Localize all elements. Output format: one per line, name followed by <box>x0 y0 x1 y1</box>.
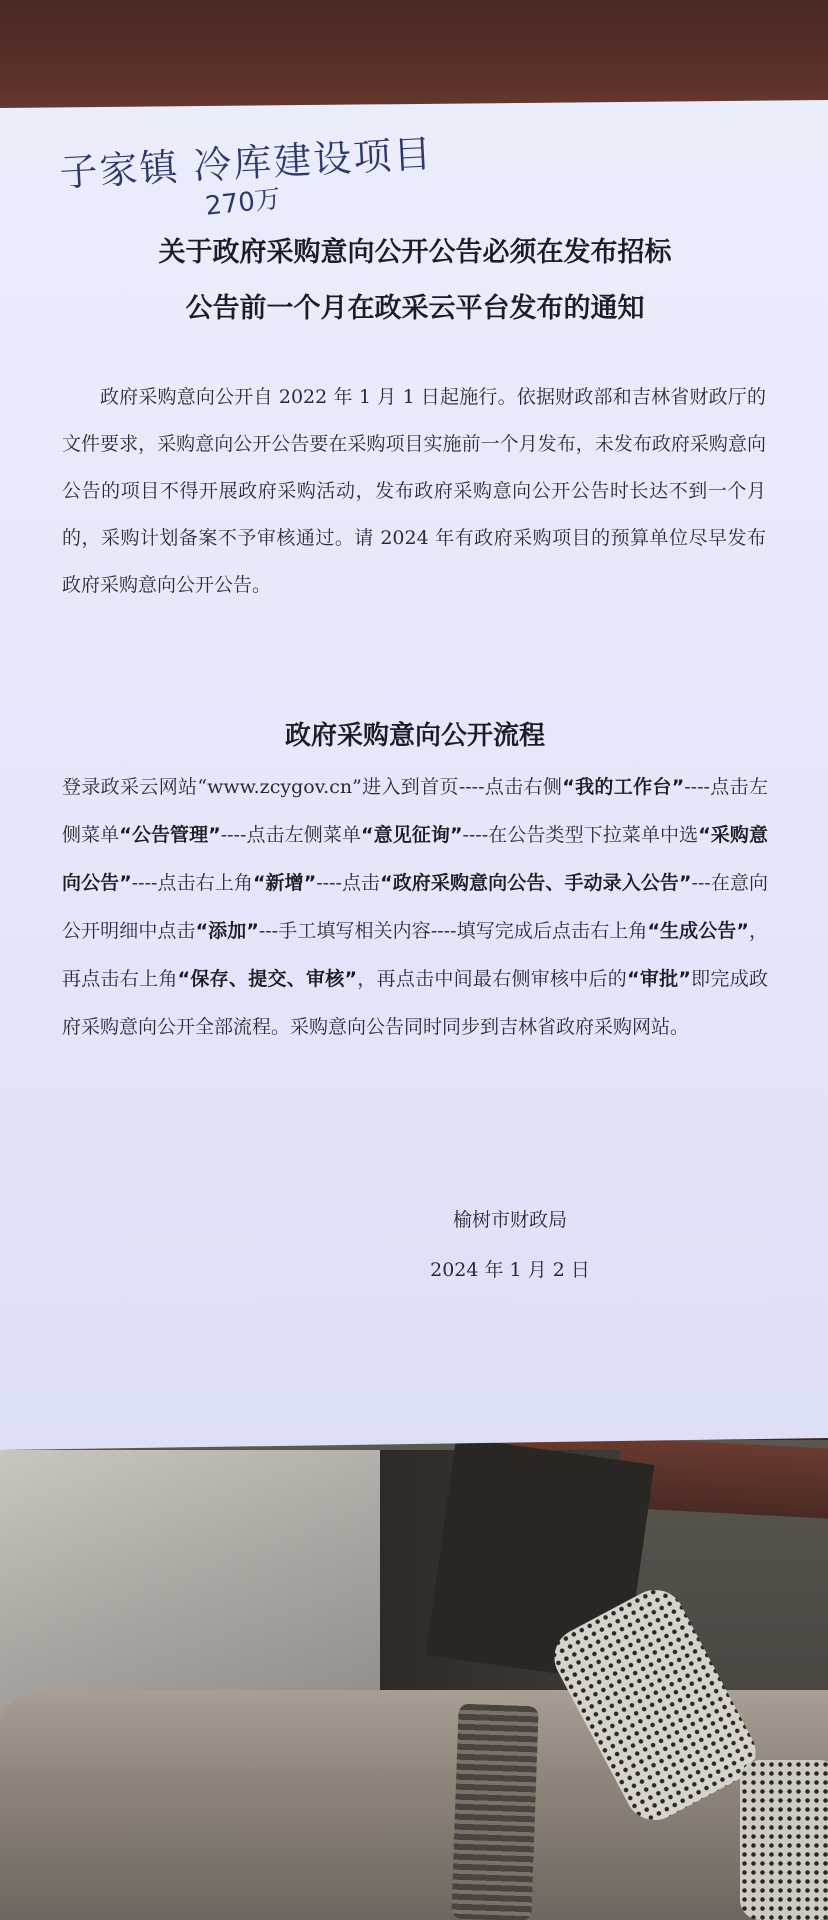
process-step-text: ----在公告类型下拉菜单中选 <box>462 824 699 846</box>
process-step-text: ---在意向公开明细中点击 <box>62 872 768 942</box>
process-step-keyword: “政府采购意向公告、手动录入公告” <box>380 872 692 894</box>
process-step-text: ----点击左侧菜单 <box>62 776 768 846</box>
process-step-keyword: “保存、提交、审核” <box>177 968 358 990</box>
process-step-text: 即完成政府采购意向公开全部流程。采购意向公告同时同步到吉林省政府采购网站。 <box>62 968 768 1038</box>
process-step-text: ，再点击右上角 <box>62 920 768 990</box>
process-step-text: ，再点击中间最右侧审核中后的 <box>357 968 628 990</box>
process-step-keyword: “采购意向公告” <box>62 824 768 894</box>
process-step-keyword: “添加” <box>195 920 259 942</box>
notice-title-line1: 关于政府采购意向公开公告必须在发布招标 <box>158 237 672 268</box>
process-step-keyword: “审批” <box>627 968 691 990</box>
handwritten-amount: 270万 <box>203 184 283 222</box>
signature-date: 2024 年 1 月 2 日 <box>430 1259 590 1281</box>
process-step-keyword: “新增” <box>252 872 317 894</box>
process-step-text: ----点击左侧菜单 <box>220 824 362 846</box>
notice-title-line2: 公告前一个月在政采云平台发布的通知 <box>185 293 645 324</box>
process-step-keyword: “生成公告” <box>647 920 749 942</box>
signature-organization: 榆树市财政局 <box>452 1209 567 1231</box>
notice-title <box>60 225 770 337</box>
process-step-text: ---手工填写相关内容----填写完成后点击右上角 <box>258 920 648 942</box>
process-step-keyword: “我的工作台” <box>562 776 685 798</box>
glove-edge <box>740 1760 828 1920</box>
notice-body: 政府采购意向公开自 2022 年 1 月 1 日起施行。依据财政部和吉林省财政厅的文件要求，采购意向公开公告要在采购项目实施前一个月发布，未发布政府采购意向公告的项目不得开展政府采购活动，发布政府采购意向公开公告时长达不到一个月的，采购计划备案不予审核通过。请 2024 年有政府采购项目的预算单位尽早发布政府采购意向公开公告。 <box>62 386 766 596</box>
process-step-keyword: “意见征询” <box>361 824 463 846</box>
trousers-fabric <box>0 1450 420 1720</box>
process-step-text: 登录政采云网站“www.zcygov.cn”进入到首页----点击右侧 <box>62 776 563 798</box>
process-steps <box>62 763 768 1051</box>
process-title: 政府采购意向公开流程 <box>284 721 545 751</box>
process-step-text: ----点击右上角 <box>131 872 253 894</box>
process-step-keyword: “公告管理” <box>119 824 221 846</box>
handwritten-note: 子家镇 冷库建设项目 <box>58 131 435 196</box>
zipper <box>451 1704 538 1920</box>
process-step-text: ----点击 <box>316 872 381 894</box>
